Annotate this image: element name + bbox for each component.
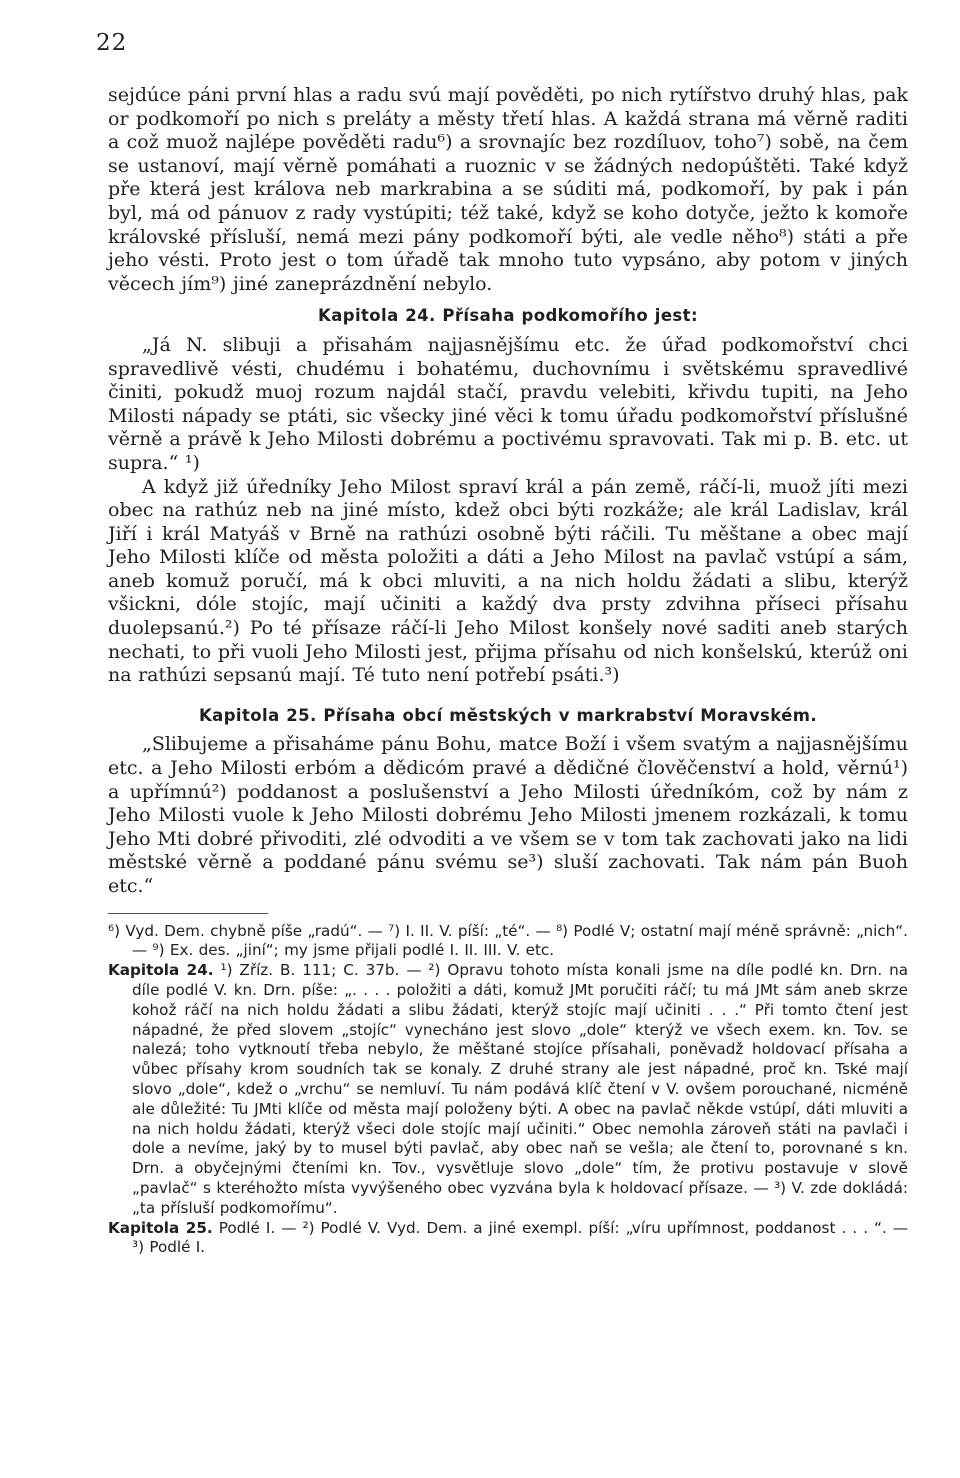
footnote xyxy=(108,961,908,1218)
footnote-text: ¹) Zříz. B. 111; C. 37b. — ²) Opravu tohoto místa konali jsme na díle podlé kn. Drn. na díle podlé V. kn. Drn. píše: „. . . . položiti a dáti, komuž JMt poručiti ráčí; tu má JMt sám aneb skrze kohož ráčí na nich holdu žádati a slibu žádati, kterýž stojíc mají učiniti . . .“ Při tomto čtení jest nápadné, že před slovem „stojíc“ vynecháno jest slovo „dole“ kterýž ve všech exem. kn. Tov. se nalezá; toho vytknoutí třeba nebylo, že měštané stojíce přísahali, poněvadž holdovací přísaha a vůbec přísahy krom soudních tak se konaly. Z druhé strany ale jest nápadné, proč kn. Tské mají slovo „dole“, kdež o „vrchu“ se nemluví. Tu nám podává klíč čtení v V. ovšem porouchané, nicméně ale důležité: Tu JMti klíče od města mají položeny býti. A obec na pavlač někde vstúpí, dáti mluviti a na nich holdu žádati, kterýž všeci dole stojíc mají učiniti.“ Obec nemohla zároveň státi na pavlači i dole a nevíme, jaký by to musel býti pavlač, aby obec naň se vešla; ale čtení to, porovnané s kn. Drn. a obyčejnými čteními kn. Tov., vysvětluje slovo „dole“ tím, že protivu postavuje v slově „pavlač“ s kteréhožto místa vyvýšeného obec vyzvána byla k holdovací přísaze. — ³) V. zde dokládá: „ta přísluší podkomořímu“. xyxy=(132,961,909,1217)
chapter-heading: Kapitola 24. Přísaha podkomořího jest: xyxy=(318,306,698,326)
footnotes xyxy=(108,922,908,1259)
paragraph: A když již úředníky Jeho Milost spraví král a pán země, ráčí-li, muož jíti mezi obec na rathúz neb na jiné místo, kdež obci býti rozkáže; ale král Ladislav, král Jiří i král Matyáš v Brně na rathúzi osobně býti ráčili. Tu měštane a obec mají Jeho Milosti klíče od města položiti a dáti a Jeho Milost na pavlač vstúpí a sám, aneb komuž poručí, má k obci mluviti, a na nich holdu žádati a slibu, kterýž všickni, dóle stojíc, mají učiniti a každý dva prsty zdvihna příseci přísahu duolepsanú.²) Po té přísaze ráčí-li Jeho Milost konšely nové saditi aneb starých nechati, to při vuoli Jeho Milosti jest, přijma přísahu od nich konšelskú, kterúž oni na rathúzi sepsanú mají. Té tuto není potřebí psáti.³) xyxy=(108,475,908,687)
footnote-chapter-label: Kapitola 24. xyxy=(108,961,214,980)
page-body xyxy=(108,84,908,1258)
footnote-chapter-label: Kapitola 25. xyxy=(108,1218,213,1237)
footnote: ⁶) Vyd. Dem. chybně píše „radú“. — ⁷) I. II. V. píší: „té“. — ⁸) Podlé V; ostatní mají méně správně: „nich“. — ⁹) Ex. des. „jiní“; my jsme přijali podlé I. II. III. V. etc. xyxy=(108,921,908,960)
chapter-heading: Kapitola 25. Přísaha obcí městských v markrabství Moravském. xyxy=(199,705,817,725)
footnote-divider xyxy=(108,913,268,914)
paragraph: „Já N. slibuji a přisahám najjasnějšímu etc. že úřad podkomořství chci spravedlivě vésti, chudému i bohatému, duchovnímu i světskému spravedlivé činiti, pokudž muoj rozum najdál stačí, pravdu velebiti, křivdu tupiti, na Jeho Milosti nápady se ptáti, sic všecky jiné věci k tomu úřadu podkomořství příslušné věrně a právě k Jeho Milosti dobrému a poctivému spravovati. Tak mi p. B. etc. ut supra.“ ¹) xyxy=(108,333,908,474)
footnote-text: Podlé I. — ²) Podlé V. Vyd. Dem. a jiné exempl. píší: „víru upřímnost, poddanost . . . “. — ³) Podlé I. xyxy=(132,1218,909,1257)
paragraph: sejdúce páni první hlas a radu svú mají pověděti, po nich rytířstvo druhý hlas, pak or podkomoří po nich s preláty a městy třetí hlas. A každá strana má věrně raditi a což muož najlépe pověděti radu⁶) a srovnajíc bez rozdíluov, toho⁷) sobě, na čem se ustanoví, mají věrně pomáhati a ruoznic v se žádných nedopúštěti. Také když pře která jest králova neb markrabina a se súditi má, podkomoří, by pak i pán byl, má od pánuov z rady vystúpiti; též také, když se koho dotyče, ježto k komoře královské přísluší, nemá mezi pány podkomoří býti, ale vedle něho⁸) státi a pře jeho vésti. Proto jest o tom úřadě tak mnoho tuto vypsáno, aby potom v jiných věcech jím⁹) jiné zaneprázdnění nebylo. xyxy=(108,84,908,295)
footnote xyxy=(108,1219,908,1259)
page-number: 22 xyxy=(96,30,128,56)
paragraph: „Slibujeme a přisaháme pánu Bohu, matce Boží i všem svatým a najjasnějšímu etc. a Jeho Milosti erbóm a dědicóm pravé a dědičné člověčenství a hold, věrnú¹) a upřímnú²) poddanost a poslušenství a Jeho Milosti úředníkóm, což by nám z Jeho Milosti vuole k Jeho Milosti dobrému Jeho Milosti jmenem rozkázali, k tomu Jeho Mti dobré přivoditi, zlé odvoditi a ve všem se v tom tak zachovati jako na lidi městské věrně a poddané pánu svému se³) sluší zachovati. Tak nám pán Buoh etc.“ xyxy=(108,733,908,897)
